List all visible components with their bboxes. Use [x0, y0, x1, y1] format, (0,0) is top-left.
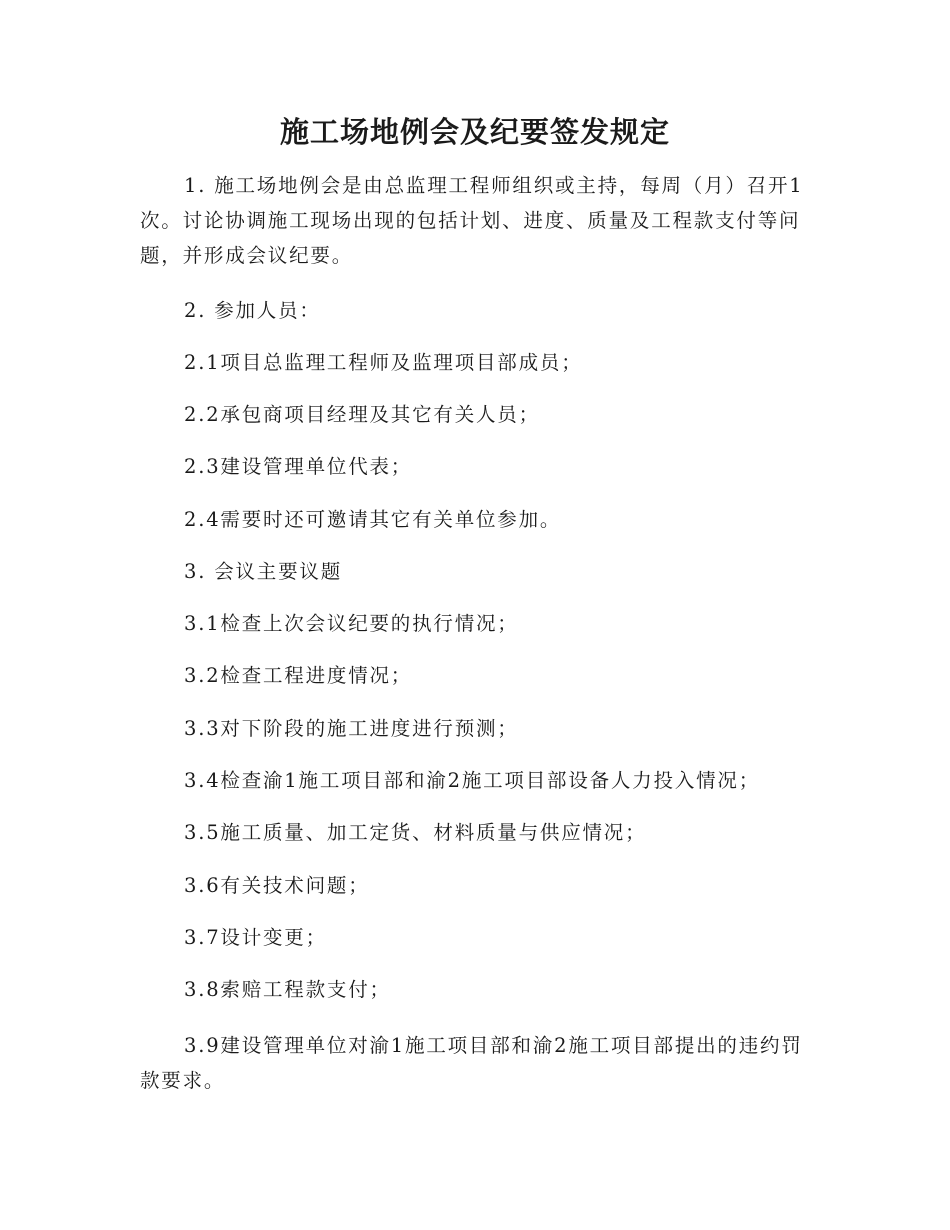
paragraph-3-9: 3.9建设管理单位对渝1施工项目部和渝2施工项目部提出的违约罚款要求。: [140, 1034, 803, 1092]
paragraph-2-4: 2.4需要时还可邀请其它有关单位参加。: [184, 508, 562, 531]
paragraph-3-5: 3.5施工质量、加工定货、材料质量与供应情况；: [184, 821, 647, 844]
paragraph-3-2: 3.2检查工程进度情况；: [184, 664, 413, 687]
paragraph-2-3: 2.3建设管理单位代表；: [184, 455, 413, 478]
paragraph-3-3: 3.3对下阶段的施工进度进行预测；: [184, 717, 519, 740]
document-title: 施工场地例会及纪要签发规定: [279, 115, 670, 149]
paragraph-3-6: 3.6有关技术问题；: [184, 874, 370, 897]
paragraph-3-1: 3.1检查上次会议纪要的执行情况；: [184, 612, 519, 635]
paragraph-3-7: 3.7设计变更；: [184, 926, 327, 949]
paragraph-2-1: 2.1项目总监理工程师及监理项目部成员；: [184, 351, 583, 374]
paragraph-2: 2. 参加人员：: [184, 299, 321, 322]
paragraph-3: 3. 会议主要议题: [184, 560, 343, 583]
paragraph-1: 1. 施工场地例会是由总监理工程师组织或主持，每周（月）召开1次。讨论协调施工现场出现的包括计划、进度、质量及工程款支付等问题，并形成会议纪要。: [140, 174, 804, 267]
paragraph-3-8: 3.8索赔工程款支付；: [184, 978, 391, 1001]
paragraph-3-4: 3.4检查渝1施工项目部和渝2施工项目部设备人力投入情况；: [184, 769, 761, 792]
paragraph-2-2: 2.2承包商项目经理及其它有关人员；: [184, 403, 540, 426]
